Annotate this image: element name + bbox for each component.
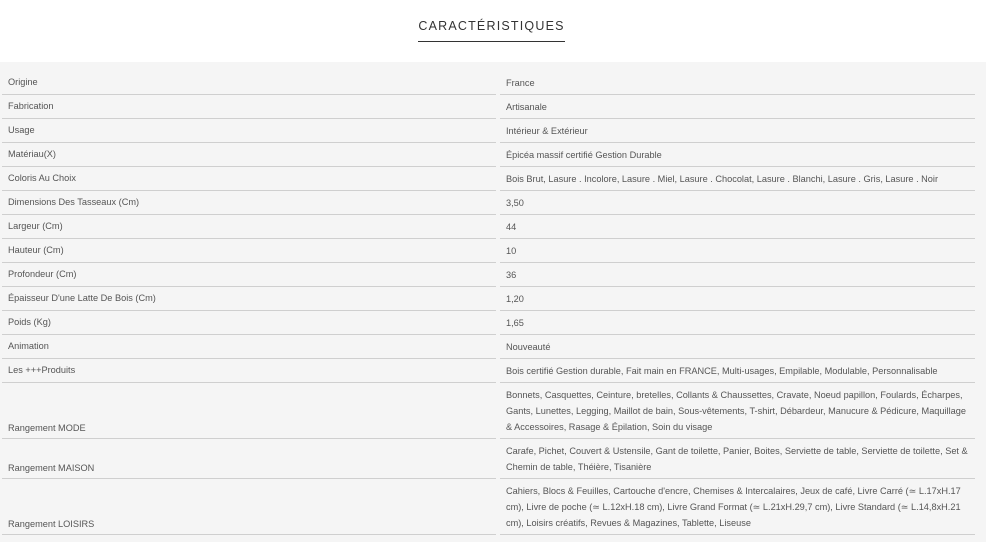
- spec-value-cell: [500, 167, 975, 191]
- spec-label: Matériau(X): [8, 149, 56, 159]
- spec-label-cell: [2, 215, 496, 239]
- spec-label: Fabrication: [8, 101, 54, 111]
- table-row: [0, 191, 986, 215]
- spec-value-cell: [500, 359, 975, 383]
- spec-label-cell: [2, 479, 496, 535]
- spec-label-cell: [2, 439, 496, 479]
- spec-value: 10: [506, 245, 517, 256]
- spec-label: Largeur (Cm): [8, 221, 63, 231]
- spec-label: Usage: [8, 125, 35, 135]
- spec-label: Les +++Produits: [8, 365, 76, 375]
- spec-label-cell: [2, 95, 496, 119]
- spec-value-cell: [500, 191, 975, 215]
- spec-label-cell: [2, 287, 496, 311]
- spec-value-cell: [500, 215, 975, 239]
- spec-label-cell: [2, 167, 496, 191]
- spec-value-cell: [500, 71, 975, 95]
- spec-value: 1,65: [506, 317, 524, 328]
- spec-value: Intérieur & Extérieur: [506, 125, 588, 136]
- spec-label-cell: [2, 311, 496, 335]
- spec-value: Bois Brut, Lasure . Incolore, Lasure . Miel, Lasure . Chocolat, Lasure . Blanchi, Lasure . Gris, Lasure . Noir: [506, 173, 939, 184]
- spec-value-cell: [500, 287, 975, 311]
- spec-label: Origine: [8, 77, 38, 87]
- section-title: CARACTÉRISTIQUES: [418, 19, 565, 33]
- table-row: [0, 71, 986, 95]
- spec-value-cell: [500, 383, 975, 439]
- spec-label: Rangement MAISON: [8, 463, 95, 473]
- spec-label-cell: [2, 335, 496, 359]
- table-row: [0, 263, 986, 287]
- spec-value: Artisanale: [506, 101, 547, 112]
- spec-label: Rangement LOISIRS: [8, 519, 95, 529]
- spec-value: Bois certifié Gestion durable, Fait main en FRANCE, Multi-usages, Empilable, Modulable, Personnalisable: [506, 365, 938, 376]
- spec-value-cell: [500, 95, 975, 119]
- spec-label: Rangement MODE: [8, 423, 86, 433]
- spec-label-cell: [2, 143, 496, 167]
- spec-value-cell: [500, 239, 975, 263]
- spec-value-cell: [500, 439, 975, 479]
- table-row: [0, 119, 986, 143]
- spec-value: Épicéa massif certifié Gestion Durable: [506, 149, 662, 160]
- spec-value: Nouveauté: [506, 341, 551, 352]
- spec-label: Coloris Au Choix: [8, 173, 76, 183]
- spec-value: Bonnets, Casquettes, Ceinture, bretelles, Collants & Chaussettes, Cravate, Noeud papillon, Foulards, Écharpes, Gants, Lunettes, Legging, Maillot de bain, Sous-vêtements, T-shirt, Débardeur, Manucure & Pédicure, Maquillage & Accessoires, Rasage & Épilation, Soin du visage: [506, 389, 966, 432]
- spec-value: 3,50: [506, 197, 524, 208]
- spec-label-cell: [2, 383, 496, 439]
- spec-label-cell: [2, 239, 496, 263]
- spec-value-cell: [500, 311, 975, 335]
- spec-value-cell: [500, 263, 975, 287]
- spec-value-cell: [500, 143, 975, 167]
- table-row: [0, 479, 986, 535]
- spec-value: Carafe, Pichet, Couvert & Ustensile, Gant de toilette, Panier, Boites, Serviette de table, Serviette de toilette, Set & Chemin de table, Théière, Tisanière: [506, 445, 968, 472]
- table-row: [0, 287, 986, 311]
- spec-label: Épaisseur D'une Latte De Bois (Cm): [8, 293, 156, 303]
- table-row: [0, 439, 986, 479]
- spec-value: 44: [506, 221, 517, 232]
- spec-label-cell: [2, 119, 496, 143]
- spec-label: Poids (Kg): [8, 317, 51, 327]
- spec-label: Animation: [8, 341, 49, 351]
- spec-value: 36: [506, 269, 517, 280]
- spec-label-cell: [2, 191, 496, 215]
- spec-value-cell: [500, 479, 975, 535]
- spec-label-cell: [2, 71, 496, 95]
- table-row: [0, 335, 986, 359]
- spec-value-cell: [500, 335, 975, 359]
- spec-value-cell: [500, 119, 975, 143]
- table-row: [0, 215, 986, 239]
- spec-label: Hauteur (Cm): [8, 245, 64, 255]
- table-row: [0, 95, 986, 119]
- spec-value: 1,20: [506, 293, 524, 304]
- spec-value: France: [506, 77, 535, 88]
- table-row: [0, 239, 986, 263]
- section-header: [0, 0, 986, 62]
- section-title-underline: [418, 17, 565, 42]
- spec-label-cell: [2, 359, 496, 383]
- specifications-table: [0, 62, 986, 542]
- table-row: [0, 311, 986, 335]
- spec-label-cell: [2, 263, 496, 287]
- table-row: [0, 383, 986, 439]
- table-row: [0, 143, 986, 167]
- spec-value: Cahiers, Blocs & Feuilles, Cartouche d'encre, Chemises & Intercalaires, Jeux de café, Livre Carré (≃ L.17xH.17 cm), Livre de poche (≃ L.12xH.18 cm), Livre Grand Format (≃ L.21xH.29,7 cm), Livre Standard (≃ L.14,8xH.21 cm), Loisirs créatifs, Revues & Magazines, Tablette, Liseuse: [506, 485, 961, 528]
- table-row: [0, 167, 986, 191]
- table-row: [0, 359, 986, 383]
- spec-label: Dimensions Des Tasseaux (Cm): [8, 197, 140, 207]
- spec-label: Profondeur (Cm): [8, 269, 77, 279]
